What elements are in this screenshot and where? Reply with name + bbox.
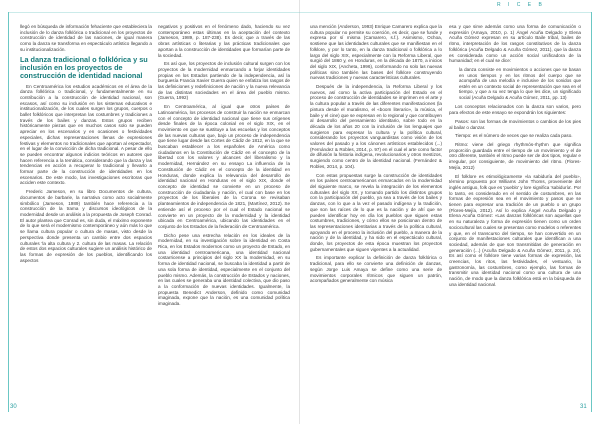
top-frame-line <box>8 12 592 13</box>
paragraph: Pasos: son las formas de movimientos o cambios de los pies al bailar o danzar. <box>449 118 581 130</box>
section-heading: La danza tradicional o folklórica y su inclusión en los proyectos de construcción de identidad nacional <box>20 54 148 80</box>
paragraph: El folklore es etimológicamente «la sabiduría del pueblo», término propuesto por Williams John Thoms, proveniente del inglés antiguo, folk que es 'pueblo' y lore significa 'sabiduría'. Por lo tanto, es considerado en el sentido de costumbres, en las formas de expresión sea en el movimiento y pasos que se tienen para expresar una tradición de un pueblo o un grupo (Flores-Mejía, 2012). Así lo explica Ángel Acuña Delgado y Elena Acuña Gómez: «Las danzas folklóricas son aquellas que en su naturaleza y forma de expresión tienen como un orden sociocultural las cuales se presentan como modelos o referentes y que, en el transcurso del tiempo, se han convertido en un conjunto de manifestaciones culturales que identifican a una sociedad, además de que son transmitidas de generación en generación (...) (Acuña Delgado & Acuña Gómez, 2011, p. 24). Es así como el folklore tiene varias formas de expresión, las creencias, los ritos, las festividades, el vestuario, la gastronomía, las costumbres, como ejemplo, las formas de transmitir una identidad nacional como una cultura de una nación, de modo que la danza folklórica está en la búsqueda de una identidad nacional. <box>449 173 581 287</box>
column-4 <box>449 24 581 408</box>
paragraph: Es importante explicar la definición de danza folklórica o tradicional, para ello se convierte una definición de danzas, según Jorge Luis Amaya se define como una serie de movimientos corporales rítmicos que siguen un patrón, acompañados generalmente con música <box>310 255 442 284</box>
page-number-right: 31 <box>580 404 587 410</box>
paragraph: En Centroamérica los estudios académicos en el área de la danza folklórica o tradicional, y fundamentalmente en su contribución a la construcción de identidad nacional, son escasos, así como su inclusión en los sistemas educativos e institucionalización, de los cuales surgen los grupos, cuerpos o ballet folklóricos que interpretan las costumbres y tradiciones a través de los bailes y danzas. Estos grupos reciben históricamente piezas que en muchos casos solo se pueden apreciar en los escenarios y en ocasiones o festividades especiales, dichas representaciones llenas de expresiones festivas y elementos no tradicionales que aportan al espectador, en el lugar de la convicción de dicha tradicional. A pesar de ello se pueden encontrar algunos indicios teóricos en autores que hacen referencia a la temática, considerando que la danza y las tendencias en acción a recuperar lo tradicional y llevarlo a formar parte de la construcción de identidades en los escenarios. De este modo, las investigaciones escritoras que acciden este contexto. <box>20 83 152 186</box>
page-gutter <box>299 0 300 424</box>
paragraph: Frederic Jameson, en su libro Documentos de cultura, documentos de barbarie, la narrativa como acto socialmente simbólico (Jameson, 1989) también hace referencia a la construcción de la trama y discursos ideológicos de la modernidad desde un análisis a la propuesta de Joseph Conrad. El autor plantea que Conrad es, sin duda, el máximo exponente de lo que será el modernismo contemporáneo y aún más lo que se llama cultura popular o cultura de masas, visto desde la perspectiva donde presenta un cambio entre dos espacios culturales 'la alta cultura y 2. cultura de las masas. La relación de estos dos espacios culturales sugiere un análisis histórico de las formas de expresión de los pueblos, identificando los aspectos <box>20 189 152 263</box>
paragraph: Dicho pese una estrecha relación en los ideales de la modernidad, en su investigación sobre la identidad en Costa Rica, en los Estados modernos como un proyecto de Estado, en una identidad centroamericana, una identidad nacional costarricense a principios del siglo XX la modernidad, en su forma de identidad nacional, se buscaba la identidad a partir de una sola forma de identidad, especialmente en el conjunto del pueblo mismo. Además, la construcción de Estados y naciones, en las cuales se generaba una identidad colectiva, que dio paso a la conformación de nuevas identidades. Igualmente, la propuesta Benedict Anderson, definido como comunidad imaginada, expone que la nación, es una comunidad política imaginada. <box>158 232 290 307</box>
paragraph: negativos y positivos en el fenómeno dado, haciendo su vez contemporáneo estas últimas en la aceptación del contexto (Jameson, 1989, p. 187-238). Es decir, que a través de las obras artísticas o literarias y las prácticas tradicionales que aportan a la construcción de identidades que formarían parte de la sociedad. <box>158 24 290 58</box>
journal-name: R I C E B <box>497 2 545 8</box>
paragraph: Después de la independencia, la Reforma Liberal y los nuevos, así como la activa participación del Estado en el proceso de construcción de identidades se imprimen en el arte y la cultura popular a través de las diferentes manifestaciones (la pintura desde el muralismo, el «boom literario», la música, el baile y el cine) que se expresan en lo regional y que contribuyen al desarrollo del pensamiento identitario, sobre todo en la década de los años 20 con la inclusión de los lenguajes que surgieron para expresar la cultura y la política cultural, considerando los proyectos vanguardistas como visión de los valores del pasado y a los cánones artísticos establecidos (...) (Fernández & Robles, 2014, p. 97) en el cual el arte como factor de difusión la historia indígena, revolucionarios y otros mestizos, surgiendo como centro de la identidad nacional. (Fernández & Robles, 2014, p. 104). <box>310 84 442 169</box>
paragraph: Tiempo: es el número de veces que se realiza cada paso. <box>455 133 573 139</box>
page-number-left: 30 <box>10 404 17 410</box>
paragraph: En Centroamérica, al igual que otros países de Latinoamérica, los procesos de construir la nación se enmarcan con el concepto de identidad nacional que tiene sus orígenes desde finales de la época colonial en el siglo XIX, en el movimiento en que se sustituye a las escuelas y los conceptos de las nuevas culturas que, bajo un proceso de independencia que tiene lugar desde las Cortes de Cádiz de 1812, en la que se buscaban establecer a los españoles de América como ciudadanos en la Constitución de Cádiz en el concepto de la libertad con los valores y alcances del liberalismo y la modernidad, Hernández en su ensayo La influencia de la Constitución de Cádiz en el concepto de la identidad en Honduras, donde explica la relevancia del desarrollo de identidad nacional en Honduras en el siglo XIX, donde el concepto de identidad se convierte en un proceso de construcción de ciudadanía y nación, el cual con base en los proyectos de los liberales de la Corona se revisaban planteamientos de independencia de 1821, (Martínez, 2012). Se entiende así el proceso por el cual el Estado nacional se convierte en un proyecto de la modernidad y la identidad ubicada en Centroamérica, ubicando las identidades en el conjunto de los Estados de la federación de Centroamérica. <box>158 104 290 229</box>
block-quote: la danza consiste en movimientos o acciones que se basan en unos tiempos y en los ritmos del cuerpo que se acompaña de una melodía e inclusive de los sonidos que estén en un contexto social de representación que sea en el tiempo, y que a su vez tenga lo que les dice, un significado social (Acuña Delgado & Acuña Gómez, 2011, pp. 13) <box>459 66 581 100</box>
paragraph: esa y que sirve además como una forma de comunicación o expresión (Amaya, 2010, p. 1) Ángel Acuña Delgado y Elena Acuña Gómez expresan en su artículo Baile tribal, bailes de ritmo, interpretación de los rasgos constitutivos de la danza folklórica (Acuña Delgado & Acuña Gómez, 2011), que la danza es considerada como un acción social unificadora de la humanidad; en el cual se dice: <box>449 24 581 64</box>
paragraph: Los conceptos relacionados con la danza son varios, pero para efectos de este ensayo se expondrán los siguientes: <box>449 104 581 116</box>
paragraph: Con estas propuestas surge la construcción de identidades en los países centroamericanos enmarcados en la modernidad del siguiente marco, se revela la integración de los elementos culturales del siglo XX, y tomando partido los distintos grupos con la participación del pueblo, ya sea a través de los bailes y danzas, con lo que a la vez el pasado indígena y la tradición, que son las raíces de lo que es la nación y de ahí que se pueden identificar hoy en día los pueblos que siguen estas costumbres, tradiciones, y cómo ellos se posicionan dentro de las representaciones identitarias a través de la política cultural, apoyando en el proceso la inclusión del pueblo, a manera de la nación y de la identidad, y ha sido en el espectáculo cultural, donde, los proyectos de esta época muestran los proyectos gubernamentales que siguen vigentes a la actualidad. <box>310 172 442 252</box>
right-frame-line <box>591 12 592 412</box>
left-frame-line <box>8 12 9 412</box>
paragraph: llegó en búsqueda de información fehaciente que estableciera la inclusión de lo danza folklórica o tradicional en los proyectos de construcción de identidad de las naciones, de igual manera como la danza se transforma en espectáculo artístico llegando a su institucionalización. <box>20 24 152 52</box>
column-2 <box>158 24 290 408</box>
paragraph: una mención (Anderson, 1993) Enrique Camarero explica que la cultura popular no permite su coerción, es decir, que se funde y expresa por sí misma (Camarero, s.f.). Asimismo, Ochoa, sostiene que las identidades culturales que se manifiestan en el folklore, y por lo tanto, en la danza tradicional o folklórica a lo largo del siglo XIX, especialmente con la Reforma Liberal, que surgió del 1860 y, en Honduras, en la década de 1870, a inicios del siglo XIX, (Ancheta, 1996), conformando no solo las nuevas políticas sino también las bases del folklore construyendo nuevas tradiciones y nuevas características culturales. <box>310 24 442 81</box>
paragraph: Es así que, los proyectos de inclusión cultural surgen con los proyectos de la modernidad enmarcando a forjar identidades propias en los Estados partiendo de la independencia, así la burguesía Francia Xavier Guerra quien se enfatiza los rasgos de las definiciones y redefiniciones de nación y la nueva relevancia de las distintas sociedades en el área del pueblo mismo. (Guerra, 1992) <box>158 61 290 101</box>
paragraph: Ritmo: viene del griego rhythmós-rhythm que significa proporción guardada entre el tiempo de un movimiento y el de otro diferente, también el ritmo puede ser de dos tipos, regular e irregular, por consiguiente, de movimiento del ritmo. (Flores-Mejía, 2012) <box>449 142 581 170</box>
column-1 <box>20 24 152 408</box>
column-3 <box>310 24 442 408</box>
